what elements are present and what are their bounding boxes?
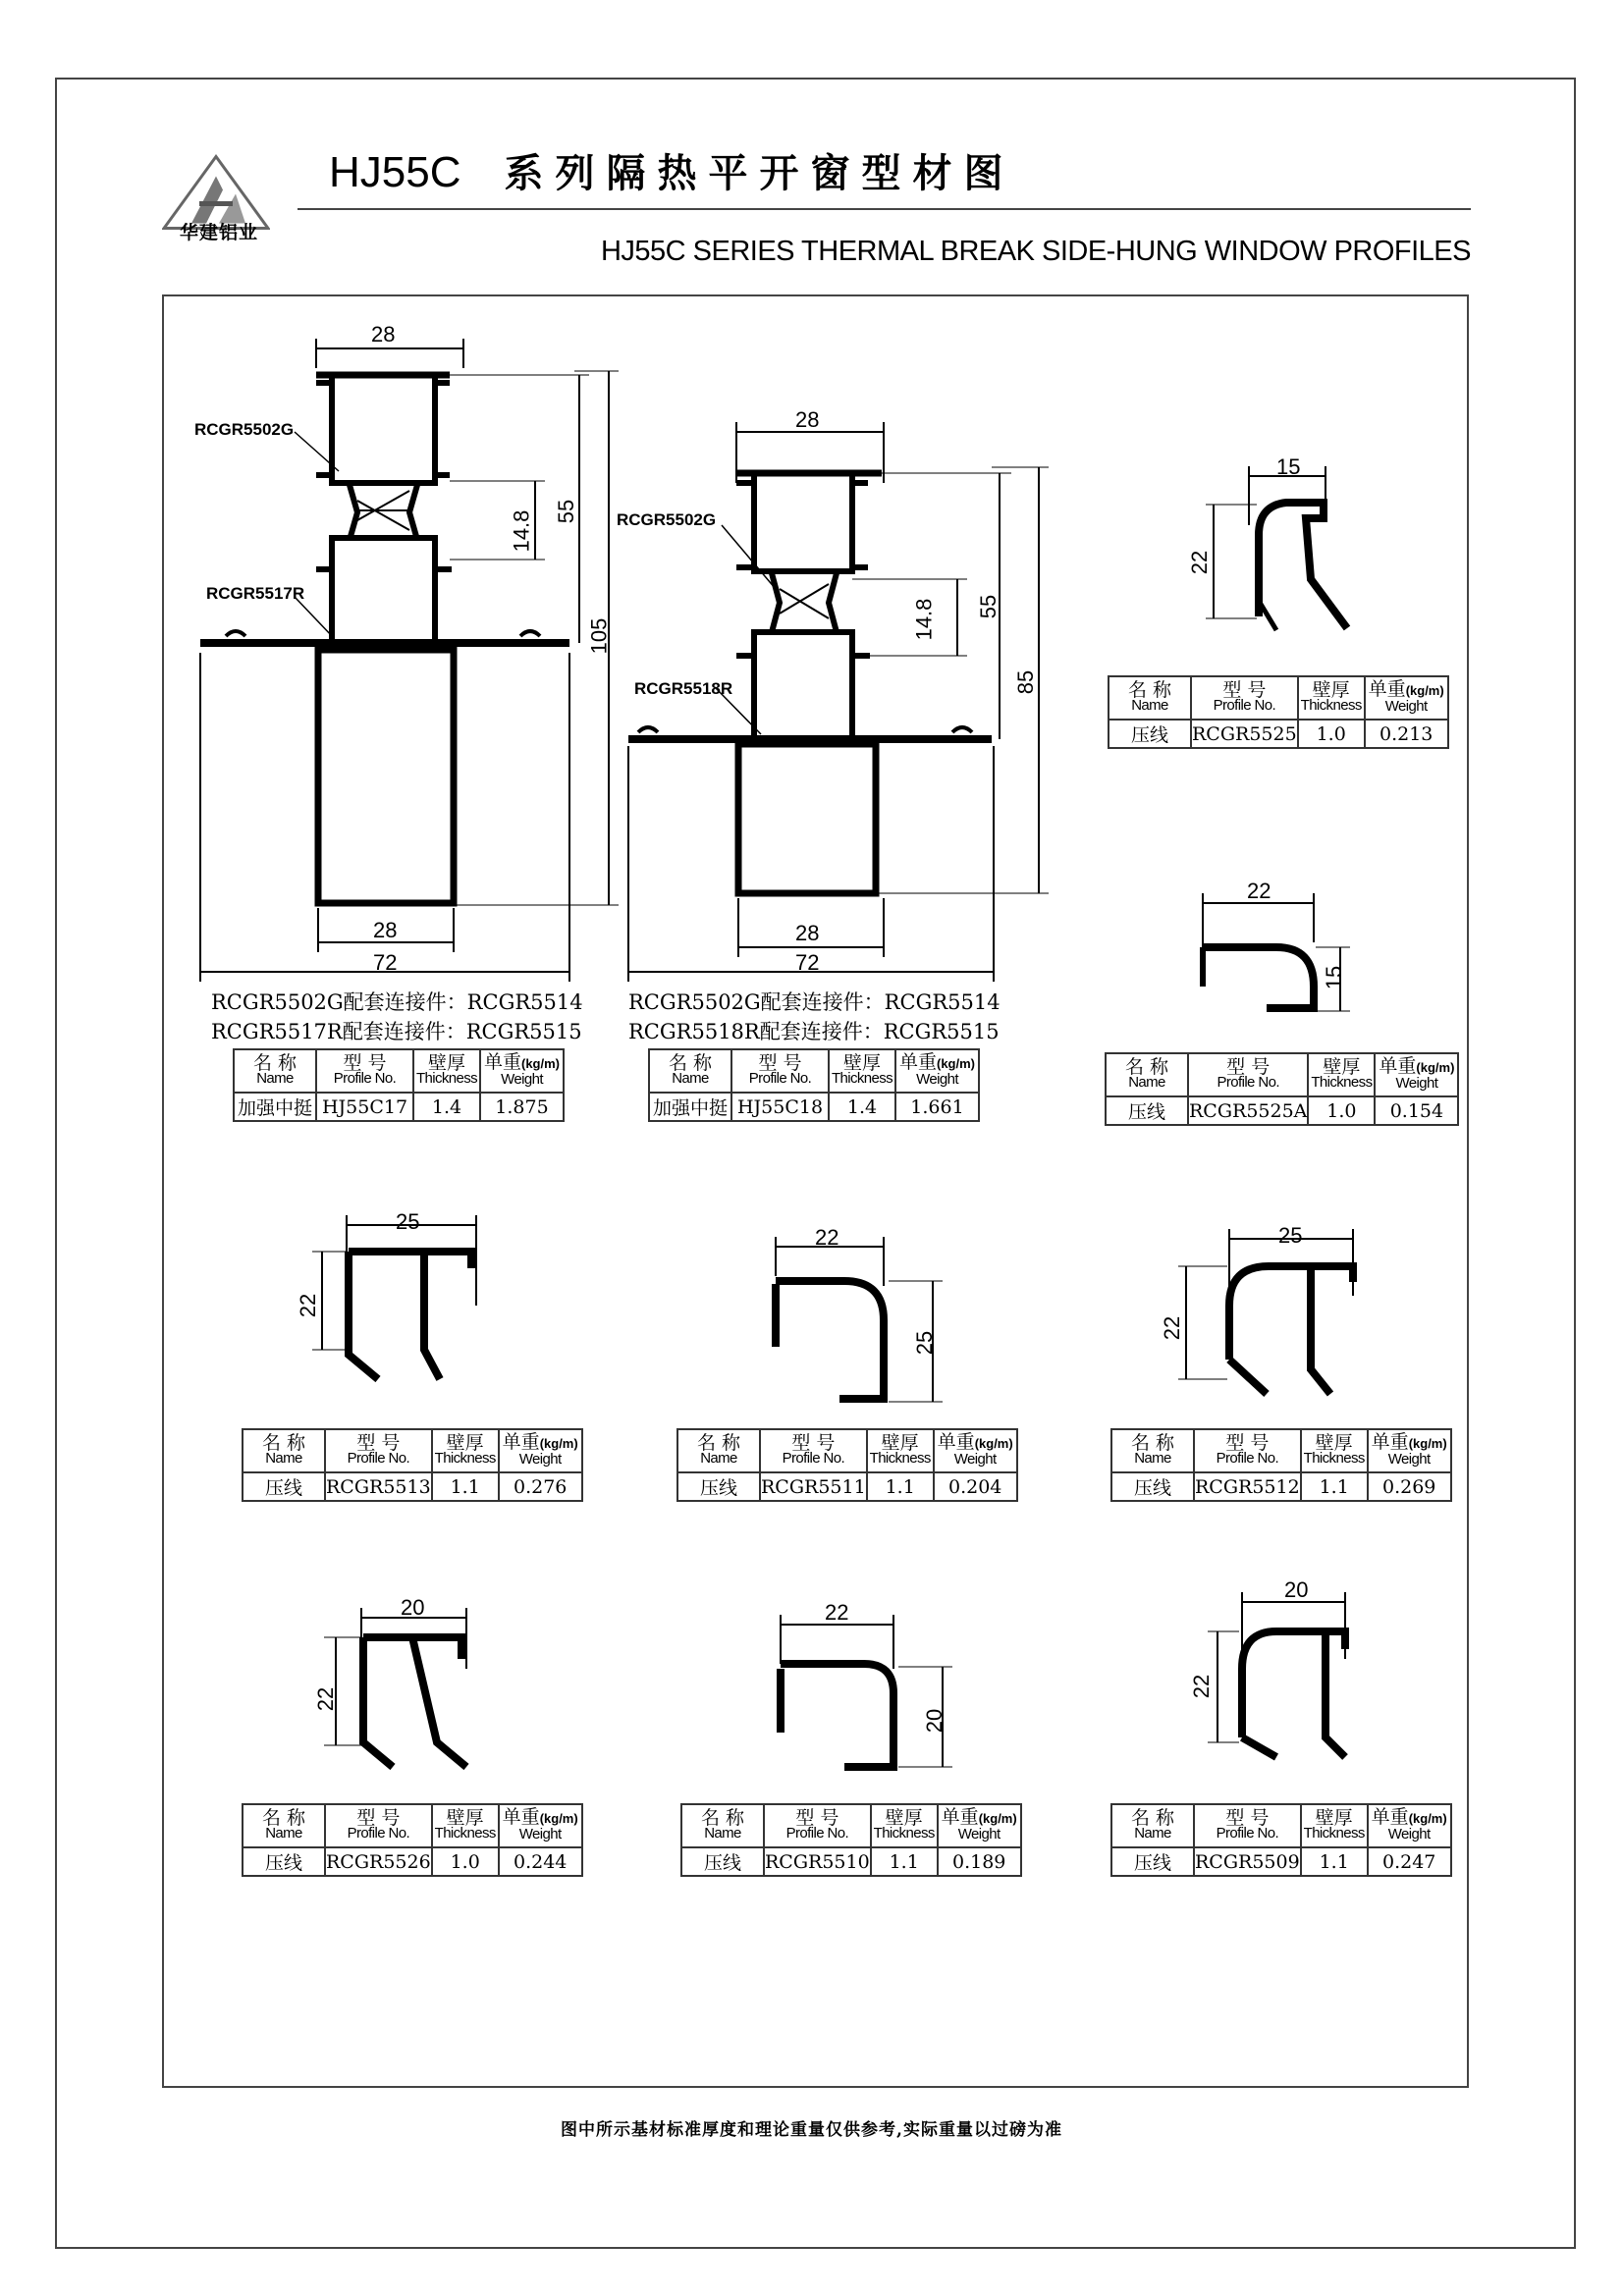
weight-label: 单重 (483, 1051, 521, 1073)
p1-height-14-8: 14.8 (509, 509, 534, 553)
col-name-header (681, 1804, 764, 1847)
title-chinese: 系列隔热平开窗型材图 (504, 150, 1015, 196)
weight-cn (1366, 678, 1447, 700)
col-thickness-header (413, 1049, 480, 1093)
profile-rcgr5512-section (1178, 1229, 1353, 1394)
cell-profile-no: RCGR5512 (1194, 1472, 1301, 1501)
profile-rcgr5509-section (1208, 1592, 1345, 1757)
cell-weight: 0.269 (1368, 1472, 1451, 1501)
weight-label: 单重 (1368, 678, 1406, 700)
cell-profile-no: RCGR5509 (1194, 1847, 1301, 1876)
p3-height: 22 (1187, 550, 1213, 575)
cell-weight: 0.247 (1368, 1847, 1451, 1876)
cell-thickness: 1.1 (1301, 1472, 1368, 1501)
profile-rcgr5510-section (781, 1615, 952, 1767)
col-thickness-header (432, 1804, 499, 1847)
weight-cn (1369, 1431, 1450, 1453)
cell-profile-no: RCGR5510 (764, 1847, 871, 1876)
profile-en: Profile No. (748, 1070, 812, 1087)
col-weight-header (499, 1804, 582, 1847)
p1-height-105: 105 (586, 617, 612, 655)
spec-table-rcgr5512 (1110, 1428, 1452, 1502)
weight-label: 单重 (937, 1431, 975, 1453)
col-profile-header (1191, 676, 1298, 720)
thickness-en: Thickness (873, 1825, 935, 1842)
cell-thickness: 1.1 (1301, 1847, 1368, 1876)
p10-height: 22 (1189, 1674, 1215, 1699)
profile-cn: 型 号 (356, 1432, 401, 1454)
col-profile-header (731, 1049, 829, 1093)
cell-weight: 0.276 (499, 1472, 582, 1501)
name-cn: 名 称 (700, 1807, 745, 1829)
spec-table-rcgr5511 (676, 1428, 1018, 1502)
col-weight-header (1375, 1053, 1458, 1096)
p1-overall-width: 72 (373, 950, 398, 975)
p9-width: 22 (825, 1600, 849, 1625)
cell-name: 压线 (1106, 1096, 1188, 1125)
p6-height: 25 (912, 1330, 938, 1356)
p1-note-1: RCGR5502G配套连接件：RCGR5514 (211, 990, 583, 1014)
profile-cn: 型 号 (343, 1052, 387, 1074)
weight-unit: (kg/m) (539, 1811, 578, 1826)
cell-profile-no: RCGR5511 (760, 1472, 867, 1501)
p5-width: 25 (396, 1209, 420, 1234)
thickness-en: Thickness (1303, 1450, 1365, 1467)
weight-unit: (kg/m) (539, 1436, 578, 1451)
title-model: HJ55C (329, 148, 461, 196)
cell-thickness: 1.1 (871, 1847, 938, 1876)
p2-overall-width: 72 (795, 950, 820, 975)
col-name-header (243, 1429, 325, 1472)
col-name-header (234, 1049, 316, 1093)
profile-cn: 型 号 (356, 1807, 401, 1829)
profile-cn: 型 号 (1226, 1056, 1271, 1078)
p2-note-2: RCGR5518R配套连接件：RCGR5515 (628, 1020, 1000, 1043)
profile-cn: 型 号 (795, 1807, 839, 1829)
name-en: Name (256, 1070, 294, 1087)
spec-table-rcgr5526 (242, 1803, 583, 1877)
name-cn: 名 称 (1127, 679, 1172, 701)
name-cn: 名 称 (1124, 1056, 1169, 1078)
col-name-header (1109, 676, 1191, 720)
weight-unit: (kg/m) (1408, 1811, 1447, 1826)
thickness-cn: 壁厚 (1323, 1056, 1361, 1078)
profile-hj55c18-section (628, 422, 1049, 982)
p2-note-1: RCGR5502G配套连接件：RCGR5514 (628, 990, 1001, 1014)
weight-cn (896, 1051, 978, 1073)
spec-table-rcgr5510 (680, 1803, 1022, 1877)
p2-tag-upper: RCGR5502G (617, 510, 717, 529)
cell-thickness: 1.4 (413, 1093, 480, 1121)
col-thickness-header (1301, 1804, 1368, 1847)
weight-en: Weight (916, 1071, 958, 1088)
weight-en: Weight (953, 1451, 997, 1468)
profile-en: Profile No. (1216, 1450, 1279, 1467)
col-profile-header (760, 1429, 867, 1472)
profile-en: Profile No. (347, 1450, 410, 1467)
thickness-en: Thickness (1303, 1825, 1365, 1842)
col-weight-header (895, 1049, 979, 1093)
spec-table-rcgr5513 (242, 1428, 583, 1502)
col-name-header (1111, 1804, 1194, 1847)
col-profile-header (764, 1804, 871, 1847)
cell-thickness: 1.4 (829, 1093, 895, 1121)
cell-weight: 0.213 (1365, 720, 1448, 748)
p1-top-width: 28 (371, 322, 396, 347)
name-en: Name (1134, 1825, 1171, 1842)
profile-rcgr5526-section (324, 1608, 466, 1767)
weight-en: Weight (1395, 1075, 1438, 1092)
cell-profile-no: HJ55C18 (731, 1093, 829, 1121)
col-profile-header (325, 1429, 432, 1472)
profile-en: Profile No. (785, 1825, 849, 1842)
p2-height-85: 85 (1013, 669, 1039, 695)
name-cn: 名 称 (1130, 1432, 1175, 1454)
cell-name: 压线 (243, 1472, 325, 1501)
weight-label: 单重 (941, 1806, 979, 1828)
p4-width: 22 (1247, 879, 1271, 903)
spec-table-rcgr5525 (1108, 675, 1449, 749)
name-en: Name (265, 1825, 302, 1842)
name-cn: 名 称 (668, 1052, 713, 1074)
name-cn: 名 称 (261, 1807, 306, 1829)
profile-en: Profile No. (347, 1825, 410, 1842)
col-profile-header (316, 1049, 413, 1093)
col-profile-header (325, 1804, 432, 1847)
p9-height: 20 (922, 1708, 947, 1734)
profile-rcgr5525-section (1206, 466, 1347, 630)
thickness-en: Thickness (415, 1070, 478, 1087)
col-name-header (243, 1804, 325, 1847)
cell-weight: 1.661 (895, 1093, 979, 1121)
cell-profile-no: HJ55C17 (316, 1093, 413, 1121)
col-weight-header (1365, 676, 1448, 720)
name-en: Name (672, 1070, 709, 1087)
p1-note-2: RCGR5517R配套连接件：RCGR5515 (211, 1020, 582, 1043)
weight-unit: (kg/m) (937, 1056, 975, 1071)
weight-label: 单重 (1371, 1431, 1409, 1453)
cell-name: 压线 (1109, 720, 1191, 748)
p7-width: 25 (1278, 1223, 1303, 1248)
p5-height: 22 (296, 1293, 321, 1318)
p2-top-width: 28 (795, 407, 820, 432)
thickness-en: Thickness (1311, 1074, 1373, 1091)
spec-table-rcgr5525a (1105, 1052, 1459, 1126)
thickness-cn: 壁厚 (1315, 1807, 1353, 1829)
footer-note: 图中所示基材标准厚度和理论重量仅供参考,实际重量以过磅为准 (561, 2120, 1062, 2140)
p3-width: 15 (1276, 454, 1301, 479)
profile-en: Profile No. (333, 1070, 397, 1087)
p7-height: 22 (1160, 1315, 1185, 1341)
weight-unit: (kg/m) (1408, 1436, 1447, 1451)
weight-cn (939, 1806, 1020, 1828)
cell-name: 加强中挺 (649, 1093, 731, 1121)
col-thickness-header (829, 1049, 895, 1093)
col-name-header (1106, 1053, 1188, 1096)
page-subtitle: HJ55C SERIES THERMAL BREAK SIDE-HUNG WINDOW PROFILES (600, 236, 1471, 267)
profile-rcgr5511-section (776, 1237, 943, 1402)
profile-cn: 型 号 (758, 1052, 802, 1074)
cell-profile-no: RCGR5526 (325, 1847, 432, 1876)
col-name-header (1111, 1429, 1194, 1472)
weight-cn (1369, 1806, 1450, 1828)
col-profile-header (1194, 1804, 1301, 1847)
profile-cn: 型 号 (1225, 1432, 1270, 1454)
weight-en: Weight (501, 1071, 543, 1088)
cell-weight: 0.189 (938, 1847, 1021, 1876)
name-cn: 名 称 (252, 1052, 298, 1074)
profile-en: Profile No. (1217, 1074, 1279, 1091)
cell-thickness: 1.1 (432, 1472, 499, 1501)
cell-name: 压线 (1111, 1472, 1194, 1501)
weight-en: Weight (1387, 1451, 1431, 1468)
cell-weight: 1.875 (480, 1093, 564, 1121)
col-profile-header (1188, 1053, 1308, 1096)
cell-thickness: 1.0 (1298, 720, 1365, 748)
p1-height-55: 55 (554, 499, 579, 524)
name-cn: 名 称 (1130, 1807, 1175, 1829)
thickness-cn: 壁厚 (446, 1432, 484, 1454)
p2-height-55: 55 (976, 594, 1001, 619)
thickness-en: Thickness (869, 1450, 931, 1467)
weight-unit: (kg/m) (1416, 1060, 1455, 1075)
cell-profile-no: RCGR5525A (1188, 1096, 1308, 1125)
weight-label: 单重 (502, 1431, 540, 1453)
name-en: Name (265, 1450, 302, 1467)
name-cn: 名 称 (696, 1432, 741, 1454)
cell-name: 压线 (677, 1472, 760, 1501)
col-thickness-header (1298, 676, 1365, 720)
cell-thickness: 1.0 (432, 1847, 499, 1876)
p2-tag-lower: RCGR5518R (634, 679, 733, 698)
p1-tag-upper: RCGR5502G (194, 420, 295, 439)
weight-label: 单重 (1379, 1055, 1417, 1077)
profile-cn: 型 号 (1225, 1807, 1270, 1829)
weight-unit: (kg/m) (521, 1056, 560, 1071)
col-thickness-header (867, 1429, 934, 1472)
cell-profile-no: RCGR5525 (1191, 720, 1298, 748)
col-weight-header (480, 1049, 564, 1093)
weight-en: Weight (1387, 1826, 1431, 1842)
col-thickness-header (1308, 1053, 1375, 1096)
thickness-cn: 壁厚 (446, 1807, 484, 1829)
profile-rcgr5513-section (312, 1215, 476, 1379)
thickness-cn: 壁厚 (1315, 1432, 1353, 1454)
cell-name: 加强中挺 (234, 1093, 316, 1121)
p8-width: 20 (401, 1595, 425, 1620)
cell-name: 压线 (243, 1847, 325, 1876)
name-en: Name (1131, 697, 1168, 714)
p2-bottom-width: 28 (795, 921, 820, 945)
profile-en: Profile No. (782, 1450, 845, 1467)
weight-en: Weight (518, 1451, 562, 1468)
thickness-en: Thickness (831, 1070, 893, 1087)
weight-label: 单重 (502, 1806, 540, 1828)
spec-table-hj55c17 (233, 1048, 565, 1122)
weight-cn (500, 1431, 581, 1453)
thickness-cn: 壁厚 (427, 1052, 465, 1074)
name-en: Name (1134, 1450, 1171, 1467)
p2-height-14-8: 14.8 (911, 598, 937, 641)
p6-width: 22 (815, 1225, 839, 1250)
thickness-cn: 壁厚 (881, 1432, 919, 1454)
weight-label: 单重 (898, 1051, 937, 1073)
thickness-en: Thickness (434, 1450, 496, 1467)
col-weight-header (1368, 1804, 1451, 1847)
weight-en: Weight (518, 1826, 562, 1842)
name-en: Name (704, 1825, 741, 1842)
weight-en: Weight (957, 1826, 1001, 1842)
cell-name: 压线 (681, 1847, 764, 1876)
cell-weight: 0.154 (1375, 1096, 1458, 1125)
col-name-header (677, 1429, 760, 1472)
weight-cn (500, 1806, 581, 1828)
p8-height: 22 (313, 1686, 339, 1712)
name-en: Name (1128, 1074, 1165, 1091)
spec-table-rcgr5509 (1110, 1803, 1452, 1877)
weight-cn (1376, 1055, 1457, 1077)
cell-profile-no: RCGR5513 (325, 1472, 432, 1501)
weight-cn (935, 1431, 1016, 1453)
weight-en: Weight (1384, 698, 1428, 715)
spec-table-hj55c18 (648, 1048, 980, 1122)
thickness-en: Thickness (434, 1825, 496, 1842)
thickness-en: Thickness (1300, 697, 1362, 714)
p10-width: 20 (1284, 1577, 1309, 1602)
col-weight-header (934, 1429, 1017, 1472)
thickness-cn: 壁厚 (1312, 679, 1350, 701)
col-thickness-header (1301, 1429, 1368, 1472)
col-thickness-header (871, 1804, 938, 1847)
cell-name: 压线 (1111, 1847, 1194, 1876)
thickness-cn: 壁厚 (885, 1807, 923, 1829)
profile-cn: 型 号 (791, 1432, 836, 1454)
p4-height: 15 (1322, 965, 1347, 990)
profile-en: Profile No. (1216, 1825, 1279, 1842)
col-thickness-header (432, 1429, 499, 1472)
weight-label: 单重 (1371, 1806, 1409, 1828)
cell-thickness: 1.1 (867, 1472, 934, 1501)
weight-unit: (kg/m) (978, 1811, 1017, 1826)
name-cn: 名 称 (261, 1432, 306, 1454)
name-en: Name (700, 1450, 737, 1467)
weight-unit: (kg/m) (974, 1436, 1013, 1451)
p1-bottom-width: 28 (373, 918, 398, 942)
profile-rcgr5525a-section (1203, 893, 1350, 1011)
profile-cn: 型 号 (1222, 679, 1267, 701)
thickness-cn: 壁厚 (842, 1052, 881, 1074)
col-name-header (649, 1049, 731, 1093)
cell-weight: 0.204 (934, 1472, 1017, 1501)
cell-thickness: 1.0 (1308, 1096, 1375, 1125)
profile-en: Profile No. (1213, 697, 1276, 714)
cell-weight: 0.244 (499, 1847, 582, 1876)
weight-cn (481, 1051, 563, 1073)
col-weight-header (1368, 1429, 1451, 1472)
col-weight-header (938, 1804, 1021, 1847)
weight-unit: (kg/m) (1405, 683, 1444, 698)
col-weight-header (499, 1429, 582, 1472)
col-profile-header (1194, 1429, 1301, 1472)
logo-text: 华建铝业 (179, 222, 258, 243)
p1-tag-lower: RCGR5517R (206, 584, 305, 603)
